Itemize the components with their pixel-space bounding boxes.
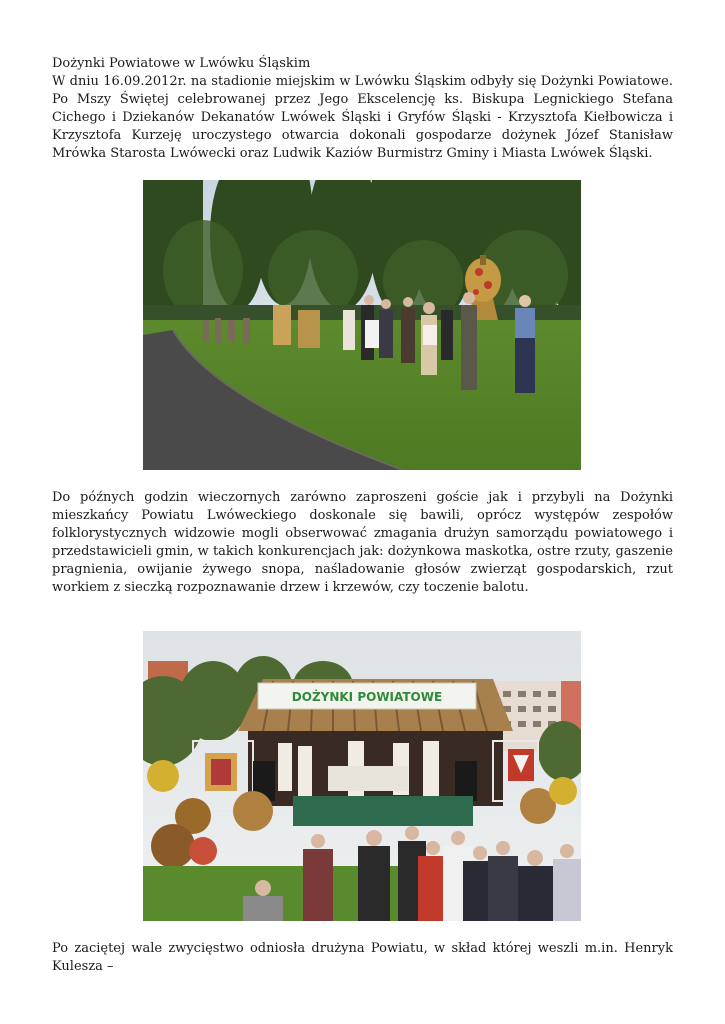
photo-harvest-stage [143,631,581,921]
article-paragraph-1: W dniu 16.09.2012r. na stadionie miejskim w Lwówku Śląskim odbyły się Dożynki Powiatowe. Po Mszy Świętej celebrowanej przez Jego Ekscelencję ks. Biskupa Legnickiego Stefana Cichego i Dziekanów Dekanatów Lwówek Śląski i Gryfów Śląski - Krzysztofa Kiełbowicza i Krzysztofa Kurzeję uroczystego otwarcia dokonali gospodarze dożynek Józef Stanisław Mrówka Starosta Lwówecki oraz Ludwik Kaziów Burmistrz Gminy i Miasta Lwówek Śląski. [52,74,673,161]
article-title: Dożynki Powiatowe w Lwówku Śląskim [52,56,311,71]
article-paragraph-3: Po zaciętej wale zwycięstwo odniosła drużyna Powiatu, w skład której weszli m.in. Henryk Kulesza – [52,941,673,974]
article [52,55,673,163]
photo-harvest-procession [143,180,581,470]
article-paragraph-2: Do późnych godzin wieczornych zarówno zaproszeni goście jak i przybyli na Dożynki mieszkańcy Powiatu Lwóweckiego doskonale się bawili, oprócz występów zespołów folklorystycznych widzowie mogli obserwować zmagania drużyn samorządu powiatowego i przedstawicieli gmin, w takich konkurencjach jak: dożynkowa maskotka, ostre rzuty, gaszenie pragnienia, owijanie żywego snopa, naśladowanie głosów zwierząt gospodarskich, rzut workiem z sieczką rozpoznawanie drzew i krzewów, czy toczenie balotu. [52,490,673,595]
stage-banner-text: DOŻYNKI POWIATOWE [291,690,443,704]
